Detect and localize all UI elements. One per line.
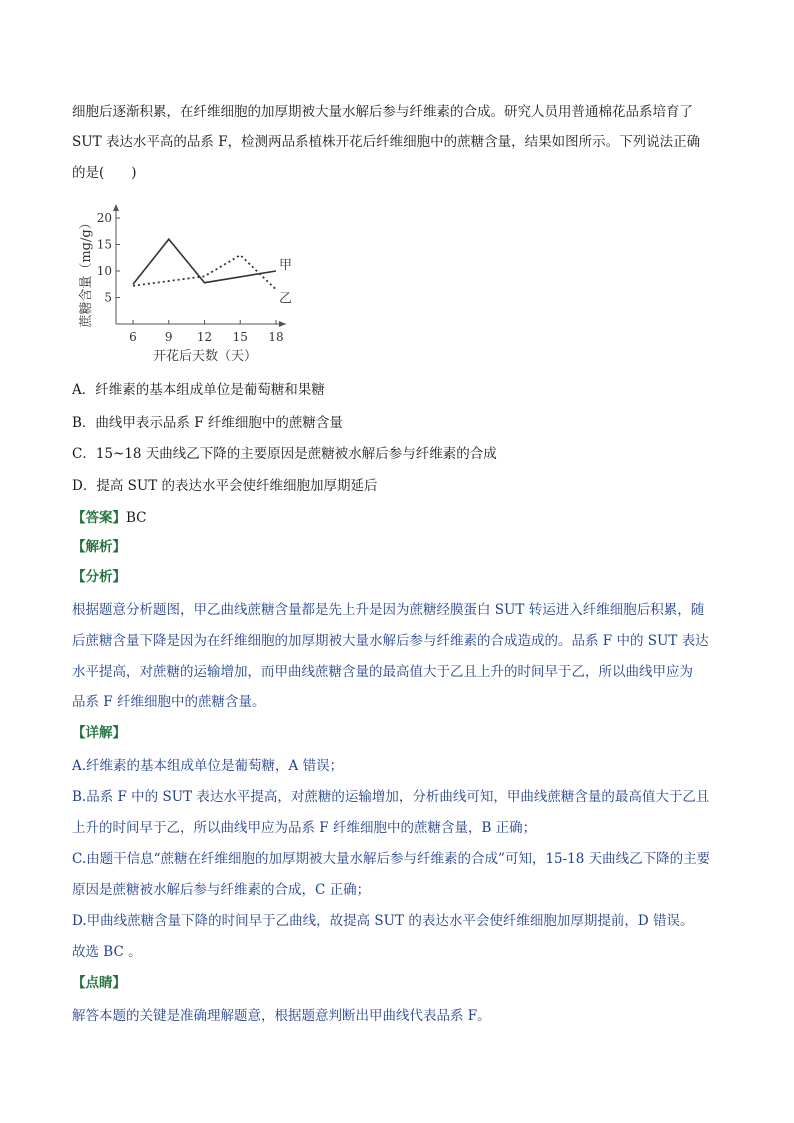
- xiangjie-line-7: 故选 BC 。: [72, 944, 142, 960]
- x-axis-arrow: [279, 321, 286, 327]
- x-tick-label: 12: [196, 330, 213, 344]
- x-tick-label: 15: [232, 330, 248, 344]
- option-a: A．纤维素的基本组成单位是葡萄糖和果糖: [72, 382, 325, 398]
- series-line-1: [133, 239, 276, 284]
- y-axis-arrow: [113, 204, 119, 211]
- option-b: B．曲线甲表示品系 F 纤维细胞中的蔗糖含量: [72, 415, 343, 431]
- series-label-2: 乙: [279, 291, 293, 307]
- x-axis-title: 开花后天数（天）: [152, 349, 258, 364]
- y-tick-label: 5: [104, 290, 112, 305]
- y-tick-label: 20: [96, 211, 112, 225]
- answer-label: 【答案】: [72, 510, 126, 526]
- x-tick-label: 9: [164, 330, 173, 344]
- option-d: D．提高 SUT 的表达水平会使纤维细胞加厚期延后: [72, 478, 378, 494]
- sucrose-line-chart: [72, 196, 302, 368]
- x-tick-label: 6: [129, 330, 137, 344]
- dianjing-line-1: 解答本题的关键是准确理解题意，根据题意判断出甲曲线代表品系 F。: [72, 1008, 491, 1024]
- y-tick-label: 15: [96, 237, 112, 252]
- series-line-2: [133, 255, 276, 289]
- jiexi-heading: 【解析】: [72, 539, 126, 555]
- fenxi-line-1: 根据题意分析题图，甲乙曲线蔗糖含量都是先上升是因为蔗糖经膜蛋白 SUT 转运进入纤维细胞后积累，随: [72, 602, 705, 618]
- xiangjie-line-1: A.纤维素的基本组成单位是葡萄糖，A 错误；: [72, 758, 344, 774]
- answer-row: [72, 508, 147, 528]
- series-label-1: 甲: [279, 258, 293, 273]
- question-line-3: 的是( ): [72, 165, 137, 181]
- option-c: C．15~18 天曲线乙下降的主要原因是蔗糖被水解后参与纤维素的合成: [72, 446, 497, 462]
- fenxi-line-2: 后蔗糖含量下降是因为在纤维细胞的加厚期被大量水解后参与纤维素的合成造成的。品系 F 中的 SUT 表达: [72, 633, 709, 649]
- xiangjie-heading: 【详解】: [72, 725, 126, 741]
- question-line-2: SUT 表达水平高的品系 F，检测两品系植株开花后纤维细胞中的蔗糖含量，结果如图所示。下列说法正确: [72, 134, 701, 150]
- xiangjie-line-5: 原因是蔗糖被水解后参与纤维素的合成，C 正确；: [72, 882, 371, 898]
- x-tick-label: 18: [268, 330, 284, 344]
- answer-value: BC: [126, 510, 147, 526]
- y-axis-title: 蔗糖含量（mg/g）: [79, 216, 94, 328]
- xiangjie-line-6: D.甲曲线蔗糖含量下降的时间早于乙曲线，故提高 SUT 的表达水平会使纤维细胞加厚期提前，D 错误。: [72, 913, 694, 929]
- question-line-1: 细胞后逐渐积累，在纤维细胞的加厚期被大量水解后参与纤维素的合成。研究人员用普通棉花品系培育了: [72, 104, 693, 120]
- xiangjie-line-4: C.由题干信息“蔗糖在纤维细胞的加厚期被大量水解后参与纤维素的合成”可知，15-18 天曲线乙下降的主要: [72, 851, 711, 867]
- xiangjie-line-3: 上升的时间早于乙，所以曲线甲应为品系 F 纤维细胞中的蔗糖含量，B 正确；: [72, 820, 537, 836]
- fenxi-line-4: 品系 F 纤维细胞中的蔗糖含量。: [72, 694, 266, 710]
- y-tick-label: 10: [96, 264, 112, 278]
- dianjing-heading: 【点睛】: [72, 975, 126, 991]
- fenxi-heading: 【分析】: [72, 569, 126, 585]
- fenxi-line-3: 水平提高，对蔗糖的运输增加，而甲曲线蔗糖含量的最高值大于乙且上升的时间早于乙，所以曲线甲应为: [72, 664, 693, 680]
- xiangjie-line-2: B.品系 F 中的 SUT 表达水平提高，对蔗糖的运输增加，分析曲线可知，甲曲线蔗糖含量的最高值大于乙且: [72, 789, 710, 805]
